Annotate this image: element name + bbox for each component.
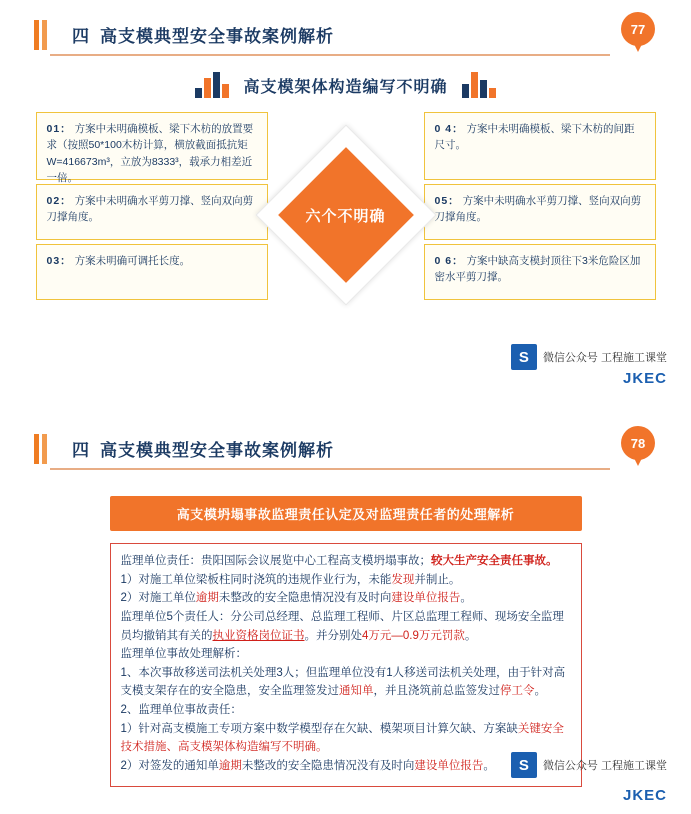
line-9 bbox=[121, 757, 571, 776]
pin-tail-icon-2 bbox=[632, 454, 644, 466]
line-3-emphasis-1: 逾期 bbox=[195, 592, 219, 605]
line-2-text: 1）对施工单位梁板柱同时浇筑的违规作业行为，未能 bbox=[120, 573, 392, 586]
line-9-emphasis-1: 逾期 bbox=[218, 759, 242, 772]
header-bars-icon bbox=[34, 20, 47, 50]
line-4 bbox=[121, 608, 571, 645]
wechat-mark-icon: S bbox=[511, 344, 537, 370]
slide-1-wechat-footer bbox=[511, 344, 667, 370]
header-divider bbox=[50, 54, 610, 56]
line-6-emphasis-2: 停工令 bbox=[500, 685, 535, 698]
line-6-emphasis-1: 通知单 bbox=[339, 685, 374, 698]
slide-1 bbox=[0, 0, 691, 396]
wechat-account-name-2: 微信公众号 工程施工课堂 bbox=[542, 760, 667, 772]
line-6-text: 1、本次事故移送司法机关处理3人；但监理单位没有1人移送司法机关处理，由于针对高支模支架存在的安全隐患，安全监理签发过 bbox=[120, 666, 566, 698]
item-box-06 bbox=[424, 244, 656, 300]
slide-separator bbox=[0, 396, 691, 414]
item-tag-04: 0 4： bbox=[434, 123, 464, 135]
line-5-label: 监理单位事故处理解析： bbox=[120, 648, 247, 661]
line-8 bbox=[121, 720, 571, 757]
slide-2-brand: JKEC bbox=[622, 787, 667, 804]
header-bars-icon-2 bbox=[34, 434, 47, 464]
page-number-badge-2: 78 bbox=[621, 426, 655, 460]
line-4-mid: 。并分别处 bbox=[304, 629, 362, 642]
item-text-03: 方案未明确可调托长度。 bbox=[74, 255, 191, 267]
item-tag-01: 01： bbox=[46, 123, 72, 135]
slide-1-header bbox=[0, 0, 691, 56]
line-1 bbox=[121, 552, 571, 571]
bar-chart-icon-right bbox=[462, 72, 496, 98]
item-tag-03: 03： bbox=[46, 255, 72, 267]
page-number-pin-2 bbox=[621, 426, 655, 468]
section-banner: 高支模坍塌事故监理责任认定及对监理责任者的处理解析 bbox=[110, 496, 582, 531]
line-4-text: 监理单位5个责任人：分公司总经理、总监理工程师、片区总监理工程师、现场安全监理员均撤销其有关的 bbox=[120, 610, 564, 642]
line-6-tail: 。 bbox=[534, 685, 546, 698]
item-text-04: 方案中未明确模板、梁下木枋的间距尺寸。 bbox=[434, 123, 635, 152]
line-3-mid: 未整改的安全隐患情况没有及时向 bbox=[218, 592, 392, 605]
six-unclear-diagram bbox=[36, 112, 656, 327]
line-6 bbox=[121, 664, 571, 701]
line-2-emphasis: 发现 bbox=[391, 573, 415, 586]
header-divider-2 bbox=[50, 468, 610, 470]
responsibility-text-box bbox=[110, 543, 582, 787]
item-tag-06: 0 6： bbox=[434, 255, 464, 267]
item-text-06: 方案中缺高支模封顶往下3米危险区加密水平剪刀撑。 bbox=[434, 255, 641, 284]
slide-2-header bbox=[0, 414, 691, 470]
line-9-emphasis-2: 建设单位报告 bbox=[414, 759, 484, 772]
slide-2 bbox=[0, 414, 691, 814]
line-8-text: 1）针对高支模施工专项方案中数学模型存在欠缺、模架项目计算欠缺、方案缺 bbox=[120, 722, 518, 735]
line-1-emphasis: 较大生产安全责任事故。 bbox=[431, 555, 558, 567]
item-tag-05: 05： bbox=[434, 195, 460, 207]
wechat-account-name: 微信公众号 工程施工课堂 bbox=[542, 352, 667, 364]
line-2-tail: 并制止。 bbox=[414, 573, 461, 586]
wechat-mark-icon-2: S bbox=[511, 752, 537, 778]
line-3-emphasis-2: 建设单位报告 bbox=[391, 592, 461, 605]
line-1-label: 监理单位责任： bbox=[120, 555, 201, 567]
header-section-number-2: 四 bbox=[72, 441, 90, 460]
line-3-text: 2）对施工单位 bbox=[120, 592, 196, 605]
line-4-tail: 。 bbox=[464, 629, 477, 642]
line-9-tail: 。 bbox=[483, 759, 495, 772]
item-box-04 bbox=[424, 112, 656, 180]
slide-1-brand: JKEC bbox=[622, 370, 667, 387]
bar-chart-icon-left bbox=[195, 72, 229, 98]
item-text-01: 方案中未明确模板、梁下木枋的放置要求（按照50*100木枋计算，横放截面抵抗矩W=416673m³，立放为8333³，载承力相差近一倍。 bbox=[46, 123, 254, 184]
subtitle-text: 高支模架体构造编写不明确 bbox=[243, 78, 448, 96]
page-title: 高支模典型安全事故案例解析 bbox=[100, 27, 334, 46]
diamond-label: 六个不明确 bbox=[305, 208, 386, 225]
slide-2-wechat-footer bbox=[511, 752, 667, 778]
line-2 bbox=[121, 571, 571, 590]
item-box-03 bbox=[36, 244, 268, 300]
line-5 bbox=[121, 645, 571, 664]
line-3-tail: 。 bbox=[460, 592, 472, 605]
item-text-05: 方案中未明确水平剪刀撑、竖向双向剪刀撑角度。 bbox=[434, 195, 642, 224]
page-number-pin bbox=[621, 12, 655, 54]
item-tag-02: 02： bbox=[46, 195, 72, 207]
line-9-text: 2）对签发的通知单 bbox=[120, 759, 219, 772]
line-4-emphasis-1: 执业资格岗位证书 bbox=[212, 629, 305, 642]
page-title-2: 高支模典型安全事故案例解析 bbox=[100, 441, 334, 460]
line-6-mid: ，并且浇筑前总监签发过 bbox=[373, 685, 500, 698]
line-3 bbox=[121, 589, 571, 608]
line-7 bbox=[121, 701, 571, 720]
line-9-mid: 未整改的安全隐患情况没有及时向 bbox=[241, 759, 415, 772]
line-1-text: 贵阳国际会议展览中心工程高支模坍塌事故； bbox=[201, 555, 431, 567]
subtitle-row bbox=[0, 72, 691, 98]
item-box-02 bbox=[36, 184, 268, 240]
item-box-01 bbox=[36, 112, 268, 184]
item-text-02: 方案中未明确水平剪刀撑、竖向双向剪刀撑角度。 bbox=[46, 195, 254, 224]
center-diamond bbox=[271, 140, 421, 290]
header-section-number: 四 bbox=[72, 27, 90, 46]
line-7-text: 2、监理单位事故责任： bbox=[120, 704, 242, 716]
item-box-05 bbox=[424, 184, 656, 240]
line-4-emphasis-2: 4万元—0.9万元罚款 bbox=[362, 629, 465, 642]
line-8-emphasis: 关键安全技术措施、高支模架体构造编写不明确。 bbox=[120, 722, 564, 754]
page-number-badge: 77 bbox=[621, 12, 655, 46]
pin-tail-icon bbox=[632, 40, 644, 52]
